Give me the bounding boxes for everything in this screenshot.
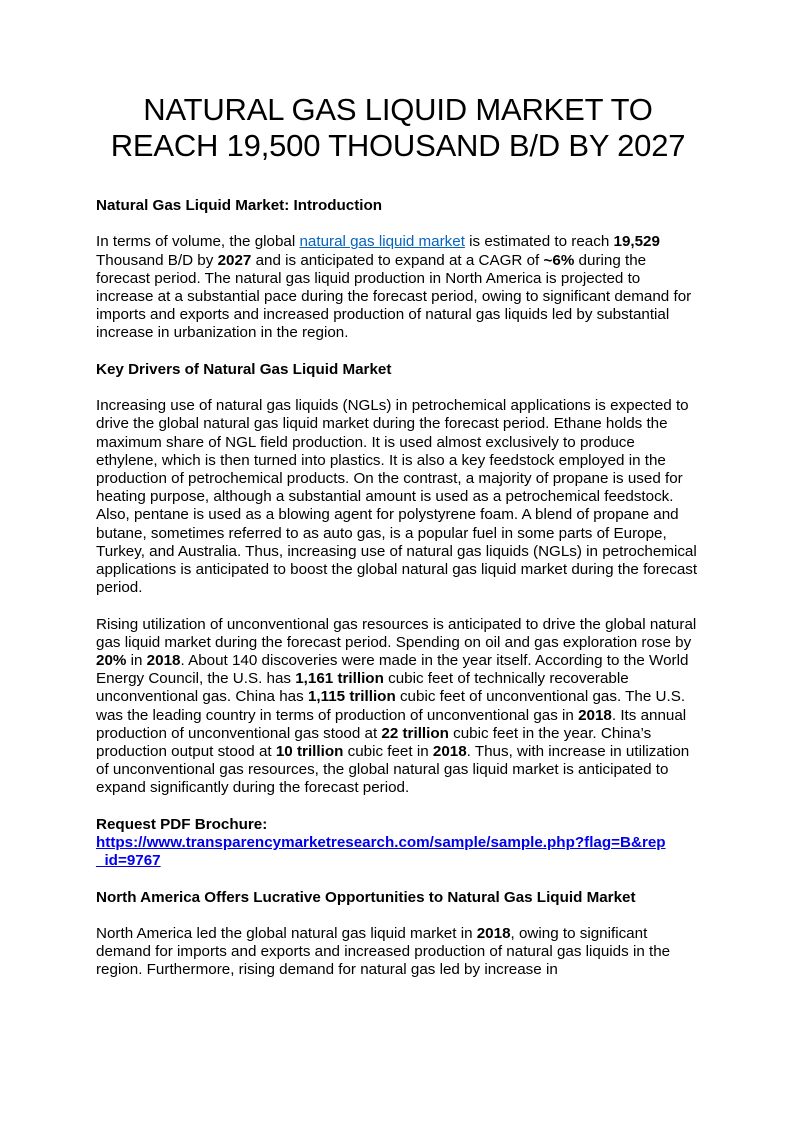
- drivers-paragraph-1: Increasing use of natural gas liquids (NGLs) in petrochemical applications is expected to drive the global natural gas liquid market during the forecast period. Ethane holds the maximum share of NGL field production. It is used almost exclusively to produce ethylene, which is then turned into plastics. It is also a key feedstock employed in the production of petrochemical products. On the contrast, a majority of propane is used for heating purpose, although a substantial amount is used as a petrochemical feedstock. Also, pentane is used as a blowing agent for polystyrene foam. A blend of propane and butane, sometimes referred to as auto gas, is a popular fuel in some parts of Europe, Turkey, and Australia. Thus, increasing use of natural gas liquids (NGLs) in petrochemical applications is anticipated to boost the global natural gas liquid market during the forecast period.: [96, 397, 698, 597]
- market-link[interactable]: natural gas liquid market: [299, 233, 465, 251]
- north-america-heading: North America Offers Lucrative Opportunities to Natural Gas Liquid Market: [96, 888, 636, 906]
- page-title: NATURAL GAS LIQUID MARKET TO REACH 19,500 THOUSAND B/D BY 2027: [110, 92, 686, 163]
- intro-paragraph: In terms of volume, the global natural gas liquid market is estimated to reach 19,529 Thousand B/D by 2027 and is anticipated to expand at a CAGR of ~6% during the forecast period. The natural gas liquid production in North America is projected to increase at a substantial pace during the forecast period, owing to significant demand for imports and exports and increased production of natural gas liquids led by substantial increase in urbanization in the region.: [96, 233, 692, 342]
- brochure-link-block: [96, 834, 700, 870]
- brochure-link[interactable]: https://www.transparencymarketresearch.com/sample/sample.php?flag=B&rep _id=9767: [96, 834, 666, 870]
- north-america-paragraph: North America led the global natural gas liquid market in 2018, owing to significant demand for imports and exports and increased production of natural gas liquids in the region. Furthermore, rising demand for natural gas led by increase in: [96, 925, 671, 979]
- brochure-label: Request PDF Brochure:: [96, 815, 268, 833]
- document-page: [96, 92, 700, 980]
- drivers-paragraph-2: Rising utilization of unconventional gas resources is anticipated to drive the global natural gas liquid market during the forecast period. Spending on oil and gas exploration rose by 20% in 2018. About 140 discoveries were made in the year itself. According to the World Energy Council, the U.S. has 1,161 trillion cubic feet of technically recoverable unconventional gas. China has 1,115 trillion cubic feet of unconventional gas. The U.S. was the leading country in terms of production of unconventional gas in 2018. Its annual production of unconventional gas stood at 22 trillion cubic feet in the year. China’s production output stood at 10 trillion cubic feet in 2018. Thus, with increase in utilization of unconventional gas resources, the global natural gas liquid market is anticipated to expand significantly during the forecast period.: [96, 615, 697, 797]
- intro-heading: Natural Gas Liquid Market: Introduction: [96, 197, 383, 214]
- drivers-heading: Key Drivers of Natural Gas Liquid Market: [96, 360, 392, 378]
